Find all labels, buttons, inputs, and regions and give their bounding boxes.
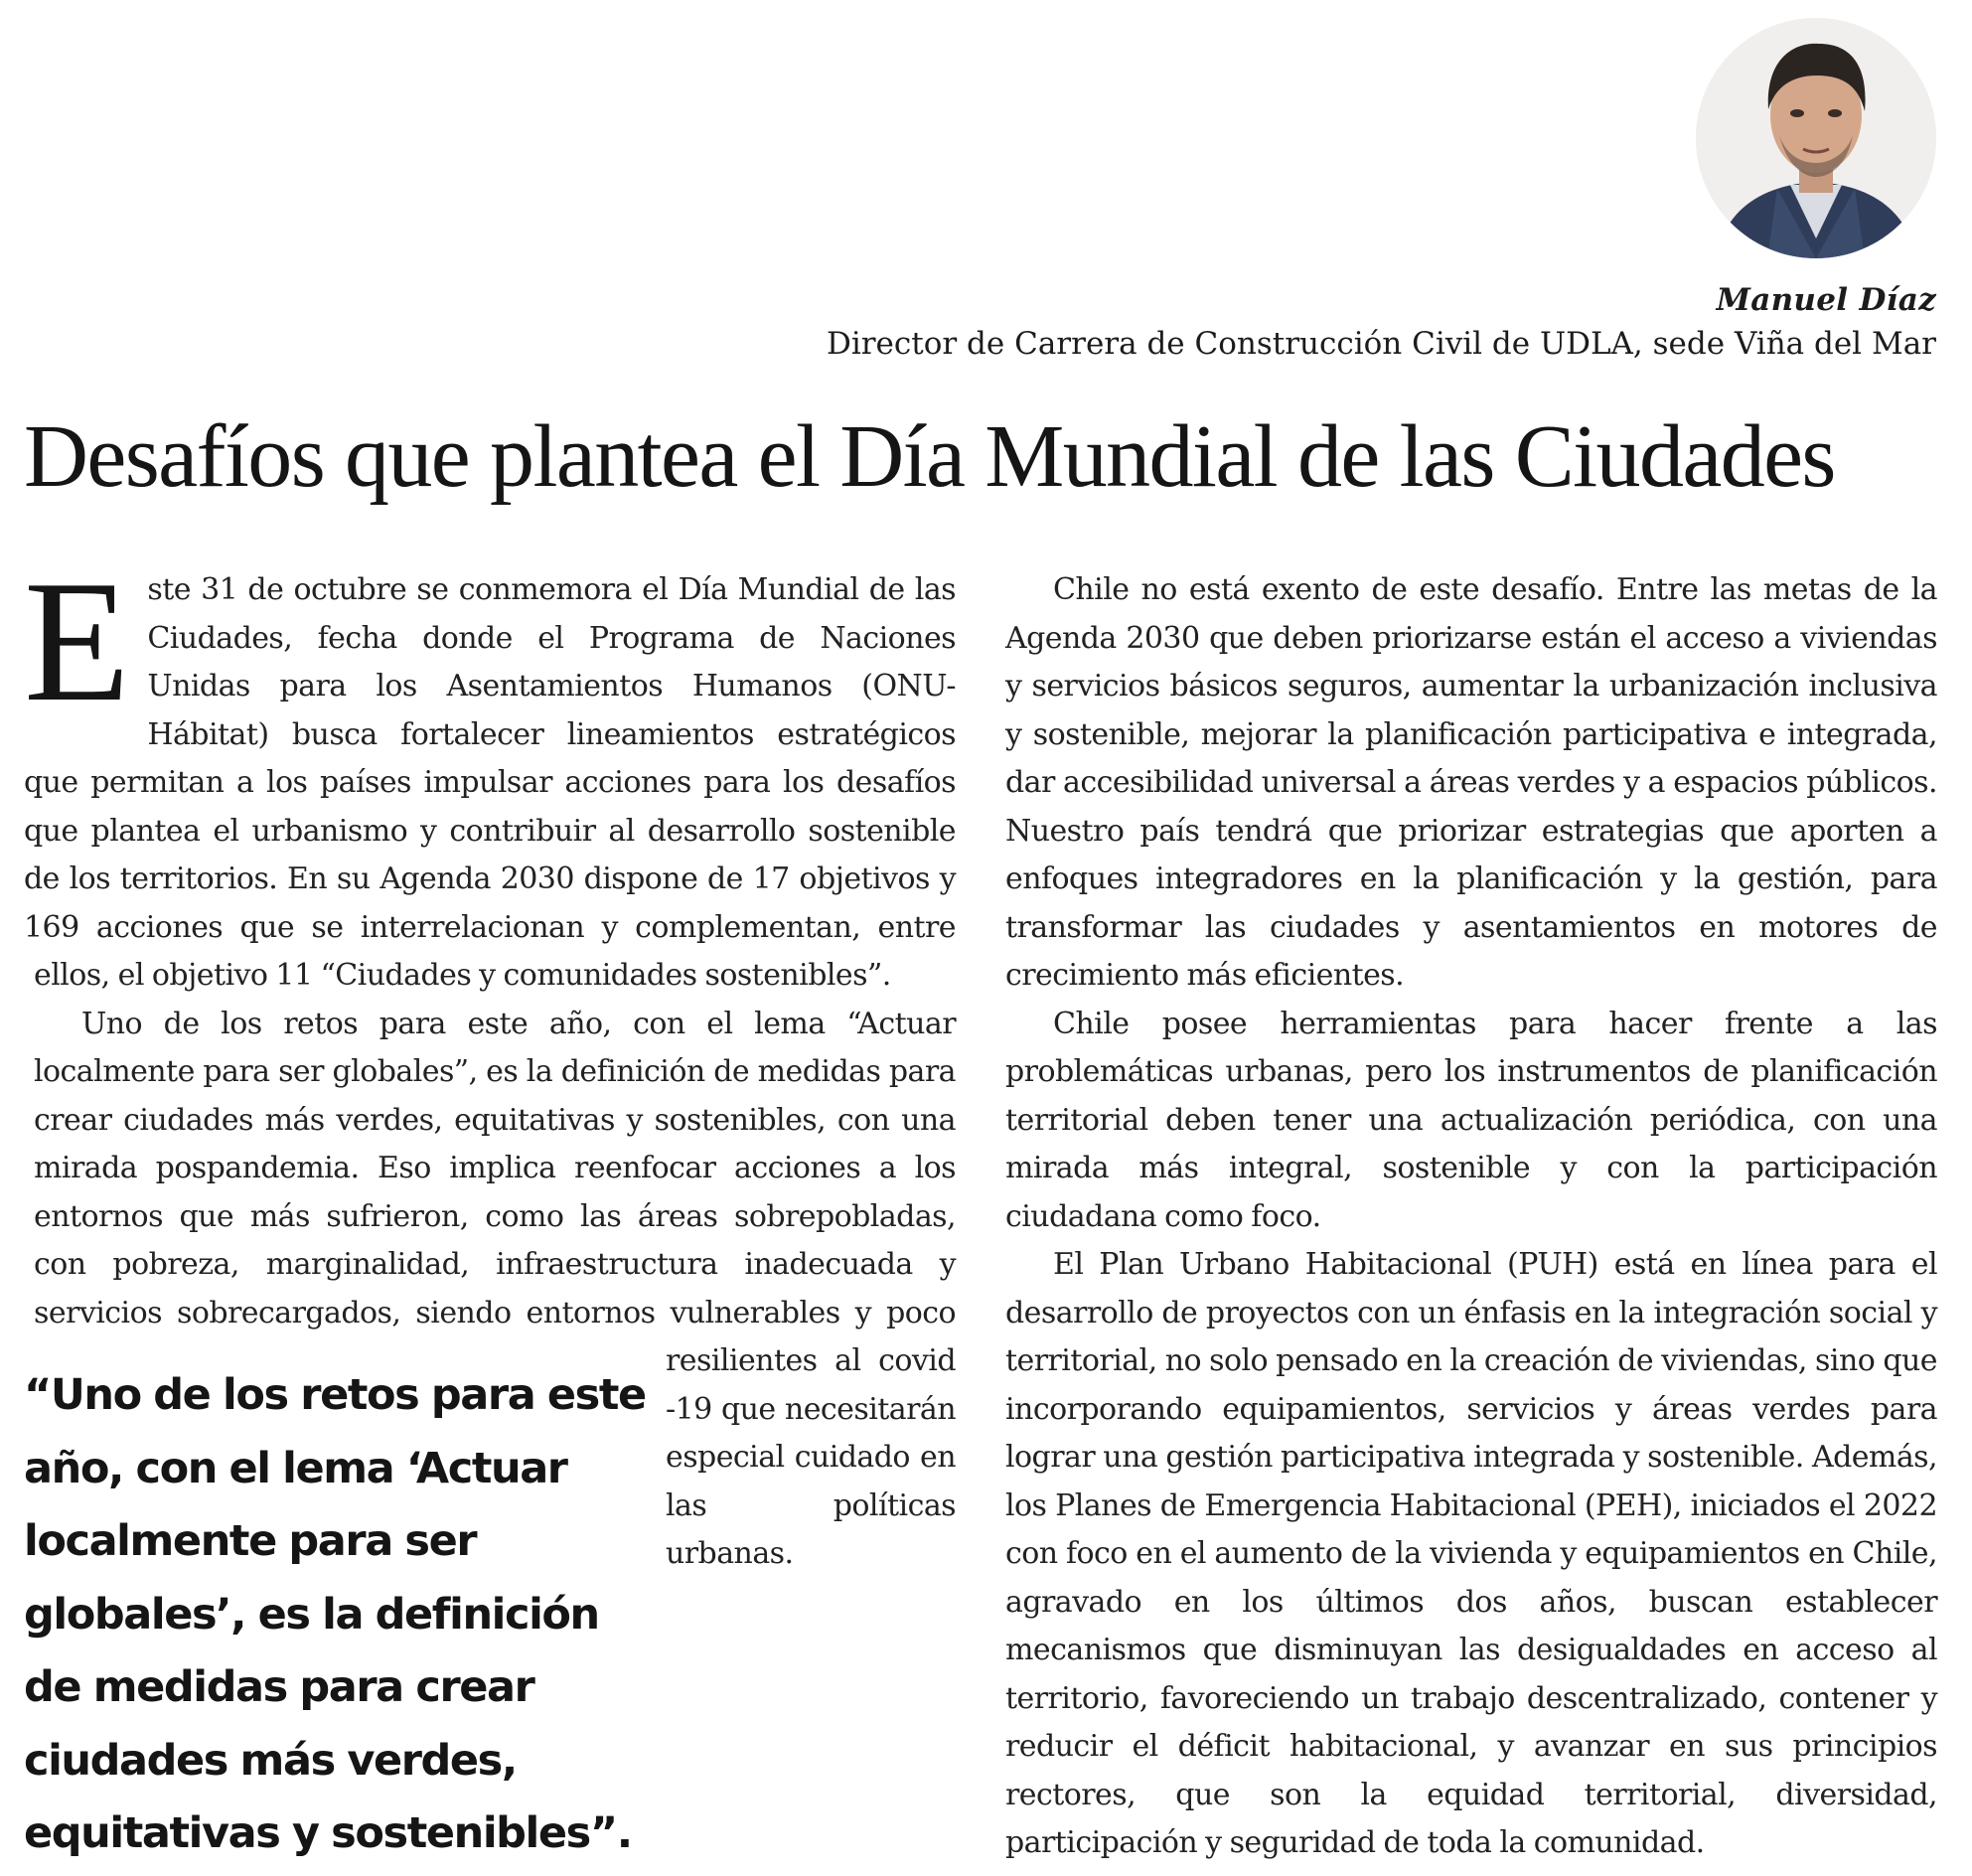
article-paragraph: Chile posee herramientas para hacer frente a las problemáticas urbanas, pero los instrumentos de planificación territorial deben tener una actualización periódica, con una mirada más integral, sostenible y con la participación ciudadana como foco. [1005, 1006, 1937, 1234]
quote-spacer [24, 952, 34, 1359]
article-paragraph: El Plan Urbano Habitacional (PUH) está en línea para el desarrollo de proyectos con un énfasis en la integración social y territorial, no solo pensado en la creación de viviendas, sino que incorporando equipamientos, servicios y áreas verdes para lograr una gestión participativa integrada y sostenible. Además, los Planes de Emergencia Habitacional (PEH), iniciados el 2022 con foco en el aumento de la vivienda y equipamientos en Chile, agravado en los últimos dos años, buscan establecer mecanismos que disminuyan las desigualdades en acceso al territorio, favoreciendo un trabajo descentralizado, contener y reducir el déficit habitacional, y avanzar en sus principios rectores, que son la equidad territorial, diversidad, participación y seguridad de toda la comunidad. [1005, 1247, 1937, 1860]
drop-cap: E [24, 545, 130, 737]
pull-quote: “Uno de los retos para este año, con el lema ‘Actuar localmente para ser globales’, es la definición de medidas para crear ciudades más verdes, equitativas y sostenibles”. [24, 1370, 646, 1858]
article-column-right [1005, 566, 1937, 1860]
article-paragraph: Chile no está exento de este desafío. Entre las metas de la Agenda 2030 que deben priorizarse están el acceso a viviendas y servicios básicos seguros, aumentar la urbanización inclusiva y sostenible, mejorar la planificación participativa e integrada, dar accesibilidad universal a áreas verdes y a espacios públicos. Nuestro país tendrá que priorizar estrategias que aporten a enfoques integradores en la planificación y la gestión, para transformar las ciudades y asentamientos en motores de crecimiento más eficientes. [1005, 572, 1937, 993]
page-title: Desafíos que plantea el Día Mundial de las Ciudades [24, 407, 1835, 506]
author-name: Manuel Díaz [1716, 282, 1936, 318]
article-paragraph: Uno de los retos para este año, con el lema “Actuar localmente para ser globales”, es la definición de medidas para crear ciudades más verdes, equitativas y sostenibles, con una mirada pospandemia. Eso implica reenfocar acciones a los entornos que más sufrieron, como las áreas sobrepobladas, con pobreza, marginalidad, infraestructura inadecuada y servicios sobrecargados, siendo entornos vulnerables y poco resilientes al covid -19 que necesitarán especial cuidado en las políticas urbanas. [34, 1006, 956, 1571]
article-column-left [24, 545, 956, 1858]
author-role: Director de Carrera de Construcción Civil de UDLA, sede Viña del Mar [826, 326, 1936, 362]
author-portrait-icon [1696, 18, 1936, 258]
article-intro: ste 31 de octubre se conmemora el Día Mundial de las Ciudades, fecha donde el Programa de Naciones Unidas para los Asentamientos Humanos (ONU-Hábitat) busca fortalecer lineamientos estratégicos que permitan a los países impulsar acciones para los desafíos que plantea el urbanismo y contribuir al desarrollo sostenible de los territorios. En su Agenda 2030 dispone de 17 objetivos y 169 acciones que se interrelacionan y complementan, entre ellos, el objetivo 11 “Ciudades y comunidades sostenibles”. [24, 572, 956, 993]
